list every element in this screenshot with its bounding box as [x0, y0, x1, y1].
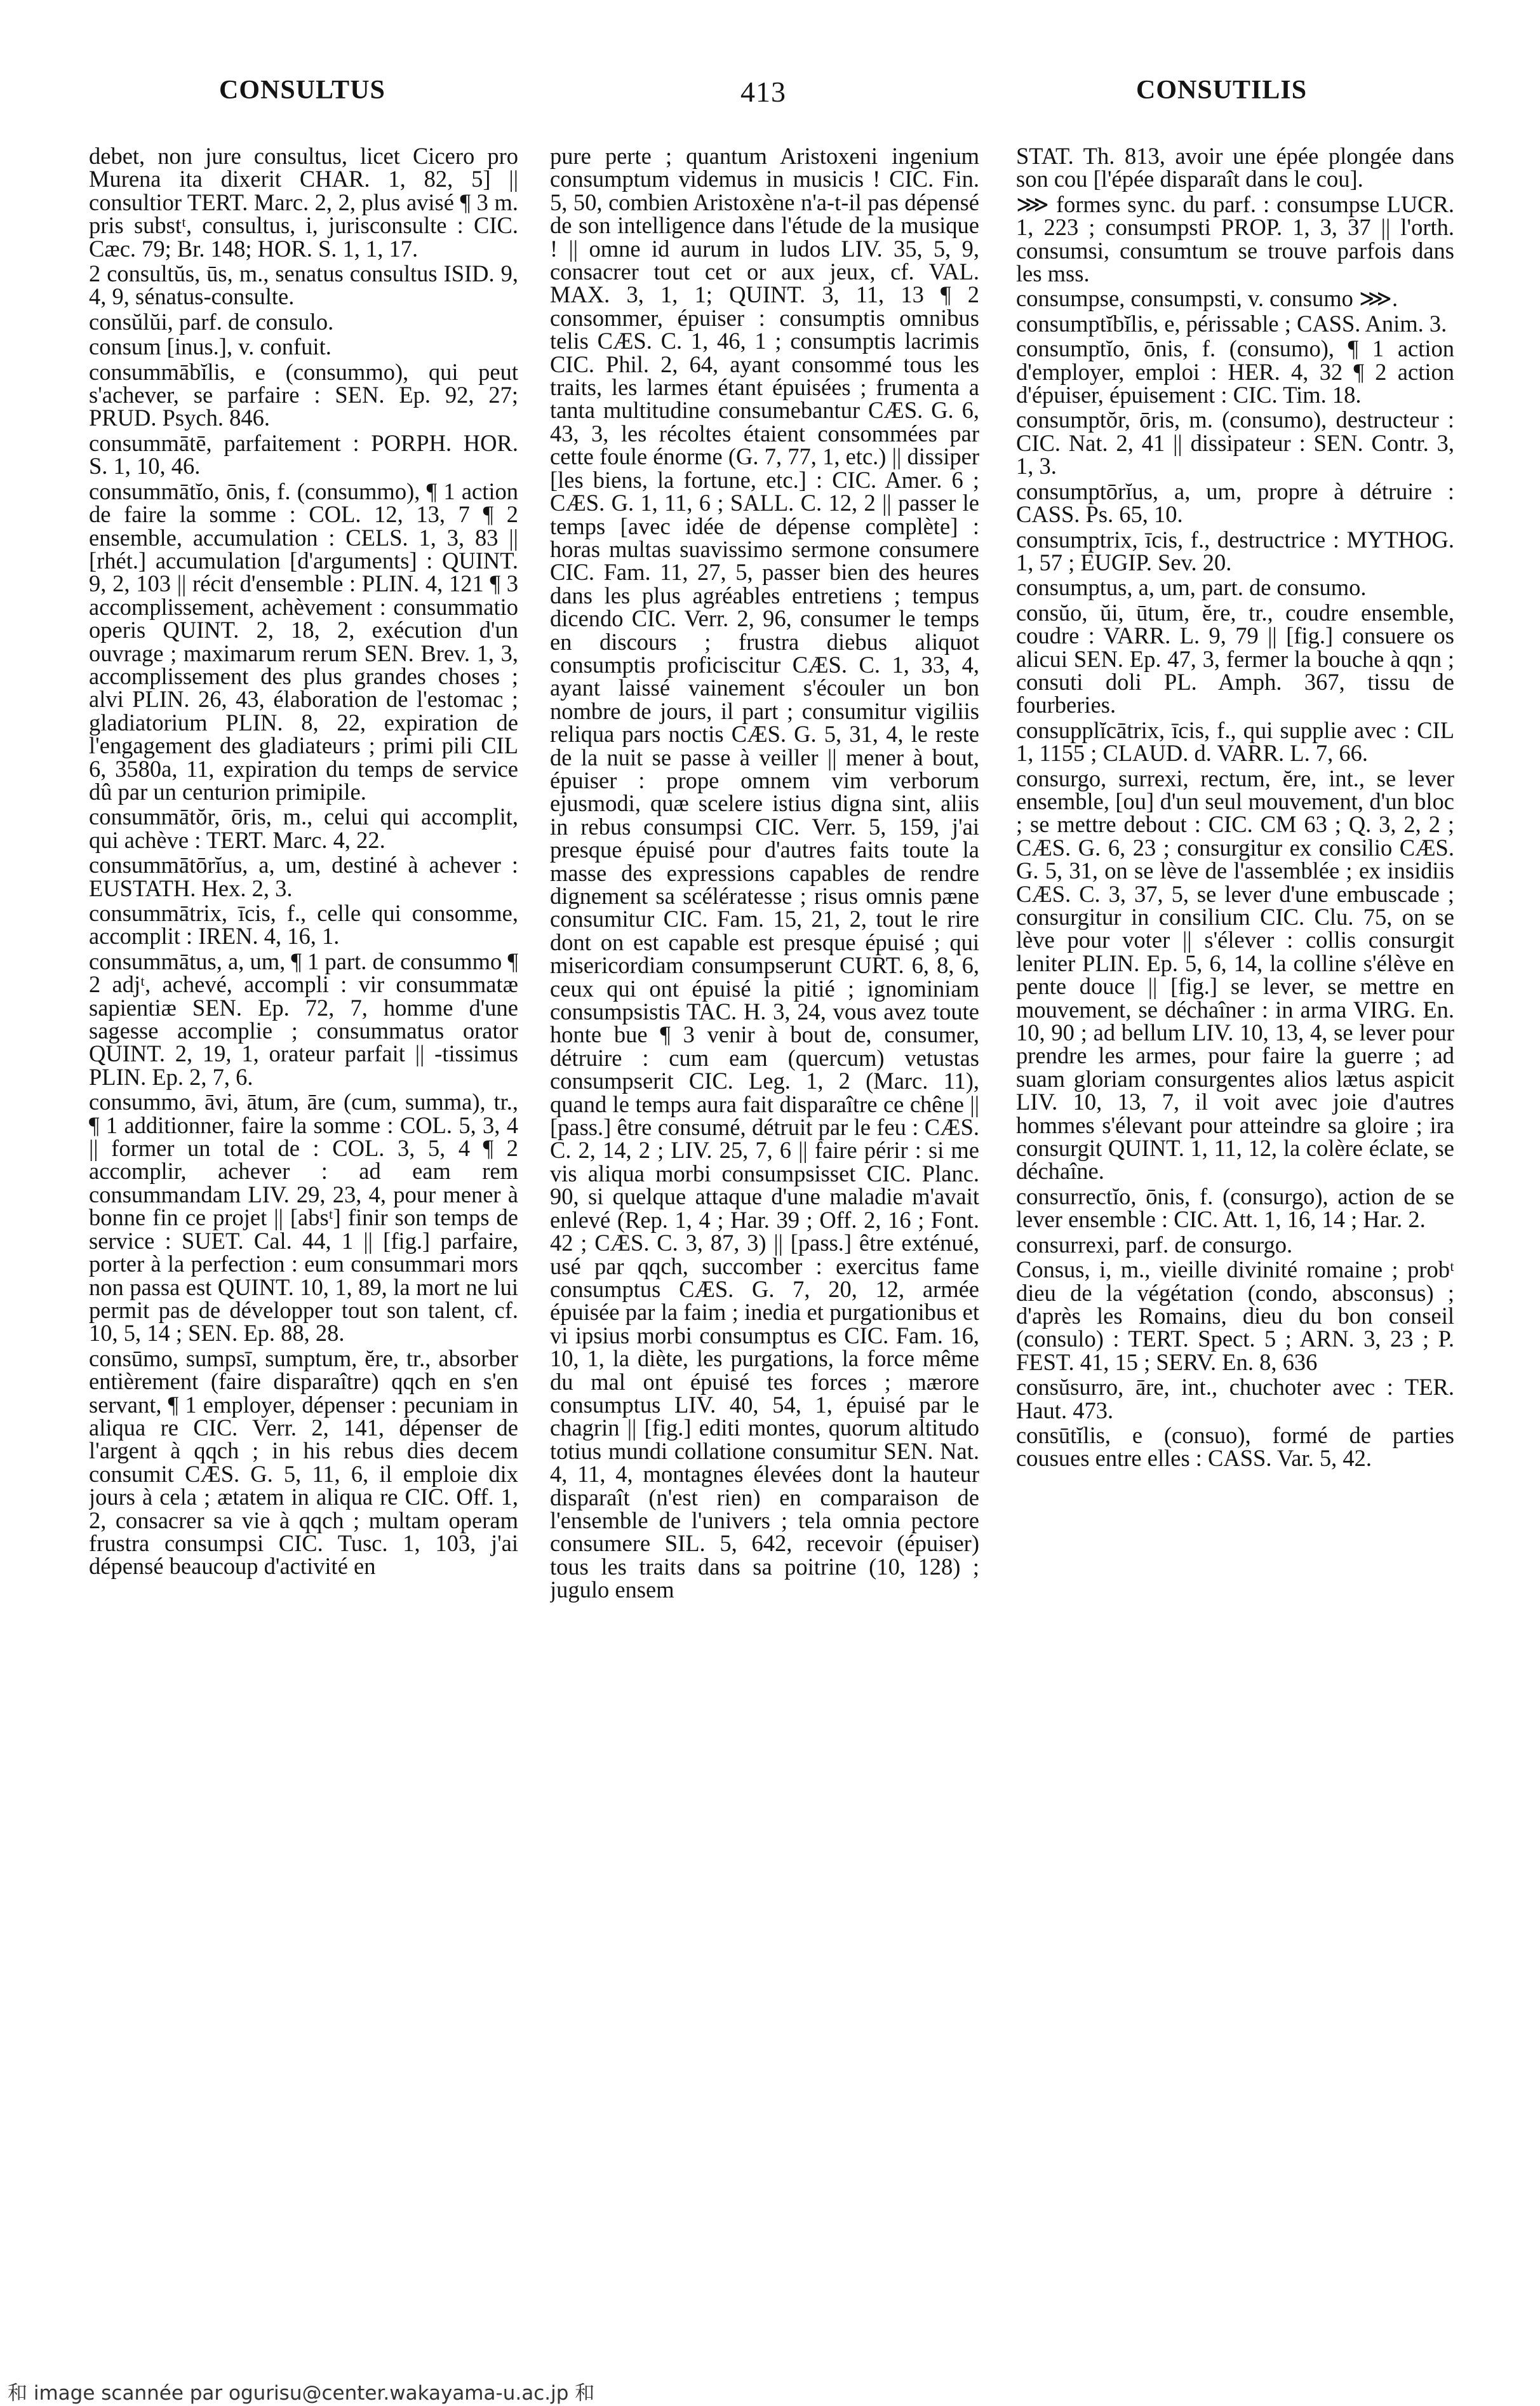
dictionary-entry: consummātē, parfaitement : PORPH. HOR. S. 1, 10, 46. [89, 429, 518, 480]
dictionary-entry: consupplĭcātrix, īcis, f., qui supplie avec : CIL 1, 1155 ; CLAUD. d. VARR. L. 7, 66. [1016, 716, 1454, 767]
page-number: 413 [740, 76, 786, 108]
column-2 [550, 145, 979, 2323]
dictionary-entry: consurrectĭo, ōnis, f. (consurgo), action de se lever ensemble : CIC. Att. 1, 16, 14 ; Har. 2. [1016, 1183, 1454, 1233]
dictionary-entry: consŭo, ŭi, ūtum, ĕre, tr., coudre ensemble, coudre : VARR. L. 9, 79 || [fig.] consuere os alicui SEN. Ep. 47, 3, fermer la bouche à qqn ; consuti doli PL. Amph. 367, tissu de fourberies. [1016, 599, 1454, 718]
dictionary-entry: consŭlŭi, parf. de consulo. [89, 308, 334, 335]
dictionary-entry: consummābĭlis, e (consummo), qui peut s'achever, se parfaire : SEN. Ep. 92, 27; PRUD. Psych. 846. [89, 358, 518, 431]
scan-credit-text: 和 image scannée par ogurisu@center.wakayama-u.ac.jp 和 [8, 2382, 595, 2405]
dictionary-entry: consumptŏr, ōris, m. (consumo), destructeur : CIC. Nat. 2, 41 || dissipateur : SEN. Contr. 3, 1, 3. [1016, 407, 1454, 480]
dictionary-entry: Consus, i, m., vieille divinité romaine ; probᵗ dieu de la végétation (condo, absconsus) ; d'après les Romains, dieu du bon conseil (consulo) : TERT. Spect. 5 ; ARN. 3, 23 ; P. FEST. 41, 15 ; SERV. En. 8, 636 [1016, 1256, 1454, 1375]
dictionary-entry: consūtĭlis, e (consuo), formé de parties cousues entre elles : CASS. Var. 5, 42. [1016, 1421, 1454, 1472]
column-3 [1016, 145, 1454, 2323]
dictionary-entry: ⋙ formes sync. du parf. : consumpse LUCR. 1, 223 ; consumpsti PROP. 1, 3, 37 || l'orth. consumsi, consumtum se trouve parfois dans les mss. [1016, 191, 1454, 287]
dictionary-entry: pure perte ; quantum Aristoxeni ingenium consumptum videmus in musicis ! CIC. Fin. 5, 50, combien Aristoxène n'a-t-il pas dépensé de son intelligence dans l'étude de la musique ! || omne id aurum in ludos LIV. 35, 5, 9, consacrer tout cet or aux jeux, cf. VAL. MAX. 3, 1, 1; QUINT. 3, 11, 13 ¶ 2 consommer, épuiser : consumptis omnibus telis CÆS. C. 1, 46, 1 ; consumptis lacrimis CIC. Phil. 2, 64, ayant consommé tous les traits, les larmes étant épuisées ; frumenta a tanta multitudine consumebantur CÆS. G. 6, 43, 3, les récoltes étaient consommées par cette foule énorme (G. 7, 77, 1, etc.) || dissiper [les biens, la fortune, etc.] : CIC. Amer. 6 ; CÆS. G. 1, 11, 6 ; SALL. C. 12, 2 || passer le temps [avec idée de dépense complète] : horas multas suavissimo sermone consumere CIC. Fam. 11, 27, 5, passer bien des heures dans les plus agréables entretiens ; tempus dicendo CIC. Verr. 2, 96, consumer le temps en discours ; frustra diebus aliquot consumptis proficiscitur CÆS. C. 1, 33, 4, ayant laissé vainement s'écouler un bon nombre de jours, il part ; consumitur vigiliis reliqua pars noctis CÆS. G. 5, 31, 4, le reste de la nuit se passe à veiller || mener à bout, épuiser : prope omnem vim verborum ejusmodi, quæ scelere istius digna sint, aliis in rebus consumpsi CIC. Verr. 5, 159, j'ai presque épuisé pour d'autres faits toute la masse des expressions capables de rendre dignement sa scélératesse ; risus omnis pæne consumitur CIC. Fam. 15, 21, 2, tout le rire dont on est capable est presque épuisé ; qui misericordiam consumpserunt CURT. 6, 8, 6, ceux qui ont épuisé la pitié ; ignominiam consumpsistis TAC. H. 3, 24, vous avez toute honte bue ¶ 3 venir à bout de, consumer, détruire : cum eam (quercum) vetustas consumpserit CIC. Leg. 1, 2 (Marc. 11), quand le temps aura fait disparaître ce chêne || [pass.] être consumé, détruit par le feu : CÆS. C. 2, 14, 2 ; LIV. 25, 7, 6 || faire périr : si me vis aliqua morbi consumpsisset CIC. Planc. 90, si quelque attaque d'une maladie m'avait enlevé (Rep. 1, 4 ; Har. 39 ; Off. 2, 16 ; Font. 42 ; CÆS. C. 3, 87, 3) || [pass.] être exténué, usé par qqch, succomber : exercitus fame consumptus CÆS. G. 7, 20, 12, armée épuisée par la faim ; inedia et purgationibus et vi ipsius morbi consumptus es CIC. Fam. 16, 10, 1, la diète, les purgations, la force même du mal ont épuisé tes forces ; mærore consumptus LIV. 40, 54, 1, épuisé par le chagrin || [fig.] editi montes, quorum altitudo totius mundi collatione consumitur SEN. Nat. 4, 11, 4, montagnes élevées dont la hauteur disparaît (n'est rien) en comparaison de l'ensemble de l'univers ; tela omnia pectore consumere SIL. 5, 642, recevoir (épuiser) tous les traits dans sa poitrine (10, 128) ; jugulo ensem [550, 145, 979, 1603]
dictionary-entry: consummātŏr, ōris, m., celui qui accomplit, qui achève : TERT. Marc. 4, 22. [89, 803, 518, 853]
dictionary-entry: consumptus, a, um, part. de consumo. [1016, 574, 1367, 601]
dictionary-entry: 2 consultŭs, ūs, m., senatus consultus ISID. 9, 4, 9, sénatus-consulte. [89, 260, 518, 310]
dictionary-entry: consummātus, a, um, ¶ 1 part. de consummo ¶ 2 adjᵗ, achevé, accompli : vir consummatæ sapientiæ SEN. Ep. 72, 7, homme d'une sagesse accomplie ; consummatus orator QUINT. 2, 19, 1, orateur parfait || -tissimus PLIN. Ep. 2, 7, 6. [89, 948, 518, 1090]
dictionary-entry: STAT. Th. 813, avoir une épée plongée dans son cou [l'épée disparaît dans le cou]. [1016, 145, 1454, 192]
dictionary-entry: consumpse, consumpsti, v. consumo ⋙. [1016, 285, 1398, 312]
dictionary-entry: debet, non jure consultus, licet Cicero pro Murena ita dixerit CHAR. 1, 82, 5] || consultior TERT. Marc. 2, 2, plus avisé ¶ 3 m. pris substᵗ, consultus, i, jurisconsulte : CIC. Cæc. 79; Br. 148; HOR. S. 1, 1, 17. [89, 145, 518, 262]
dictionary-entry: consūmo, sumpsī, sumptum, ĕre, tr., absorber entièrement (faire disparaître) qqch en s'en servant, ¶ 1 employer, dépenser : pecuniam in aliqua re CIC. Verr. 2, 141, dépenser de l'argent à qqch ; in his rebus dies decem consumit CÆS. G. 5, 11, 6, il emploie dix jours à cela ; ætatem in aliqua re CIC. Off. 1, 2, consacrer sa vie à qqch ; multam operam frustra consumpsi CIC. Tusc. 1, 103, j'ai dépensé beaucoup d'activité en [89, 1345, 518, 1580]
dictionary-entry: consumptōrĭus, a, um, propre à détruire : CASS. Ps. 65, 10. [1016, 478, 1454, 528]
column-1 [89, 145, 518, 2323]
dictionary-entry: consummātĭo, ōnis, f. (consummo), ¶ 1 action de faire la somme : COL. 12, 13, 7 ¶ 2 ensemble, accumulation : CELS. 1, 3, 83 || [rhét.] accumulation [d'arguments] : QUINT. 9, 2, 103 || récit d'ensemble : PLIN. 4, 121 ¶ 3 accomplissement, achèvement : consummatio operis QUINT. 2, 18, 2, exécution d'un ouvrage ; maximarum rerum SEN. Brev. 1, 3, accomplissement des plus grandes choses ; alvi PLIN. 26, 43, élaboration de l'estomac ; gladiatorium PLIN. 8, 22, expiration de l'engagement des gladiateurs ; primi pili CIL 6, 3580a, 11, expiration du temps de service dû par un centurion primipile. [89, 478, 518, 805]
dictionary-entry: consumptĭo, ōnis, f. (consumo), ¶ 1 action d'employer, emploi : HER. 4, 32 ¶ 2 action d'épuiser, épuisement : CIC. Tim. 18. [1016, 335, 1454, 408]
dictionary-entry: consummātrix, īcis, f., celle qui consomme, accomplit : IREN. 4, 16, 1. [89, 900, 518, 950]
running-head-left: CONSULTUS [219, 76, 385, 105]
dictionary-entry: consumptĭbĭlis, e, périssable ; CASS. Anim. 3. [1016, 310, 1447, 337]
dictionary-entry: consummātōrĭus, a, um, destiné à achever : EUSTATH. Hex. 2, 3. [89, 852, 518, 901]
dictionary-entry: consummo, āvi, ātum, āre (cum, summa), tr., ¶ 1 additionner, faire la somme : COL. 5, 3, 4 || former un total de : COL. 3, 5, 4 ¶ 2 accomplir, achever : ad eam rem consummandam LIV. 29, 23, 4, pour mener à bonne fin ce projet || [absᵗ] finir son temps de service : SUET. Cal. 44, 1 || [fig.] parfaire, porter à la perfection : eum consummari mors non passa est QUINT. 10, 1, 89, la mort ne lui permit pas de développer tout son talent, cf. 10, 5, 14 ; SEN. Ep. 88, 28. [89, 1089, 518, 1347]
dictionary-entry: consum [inus.], v. confuit. [89, 333, 331, 360]
running-head-right: CONSUTILIS [1136, 76, 1308, 105]
dictionary-entry: consŭsurro, āre, int., chuchoter avec : TER. Haut. 473. [1016, 1374, 1454, 1423]
dictionary-entry: consurrexi, parf. de consurgo. [1016, 1231, 1293, 1258]
page-header [0, 75, 1540, 145]
dictionary-entry: consurgo, surrexi, rectum, ĕre, int., se lever ensemble, [ou] d'un seul mouvement, d'un bloc ; se mettre debout : CIC. CM 63 ; Q. 3, 2, 2 ; CÆS. G. 6, 23 ; consurgitur ex consilio CÆS. G. 5, 31, on se lève de l'assemblée ; ex insidiis CÆS. C. 3, 37, 5, se lever d'une embuscade ; consurgitur in consilium CIC. Clu. 75, on se lève pour voter || s'élever : collis consurgit leniter PLIN. Ep. 5, 6, 14, la colline s'élève en pente douce || [fig.] se lever, se mettre en mouvement, se déchaîner : in arma VIRG. En. 10, 90 ; ad bellum LIV. 10, 13, 4, se lever pour prendre les armes, pour faire la guerre ; ad suam gloriam consurgentes alios lætus aspicit LIV. 10, 13, 7, il voit avec joie d'autres hommes s'élevant pour atteindre sa gloire ; ira consurgit QUINT. 1, 11, 12, la colère éclate, se déchaîne. [1016, 765, 1454, 1185]
dictionary-entry: consumptrix, īcis, f., destructrice : MYTHOG. 1, 57 ; EUGIP. Sev. 20. [1016, 526, 1454, 575]
